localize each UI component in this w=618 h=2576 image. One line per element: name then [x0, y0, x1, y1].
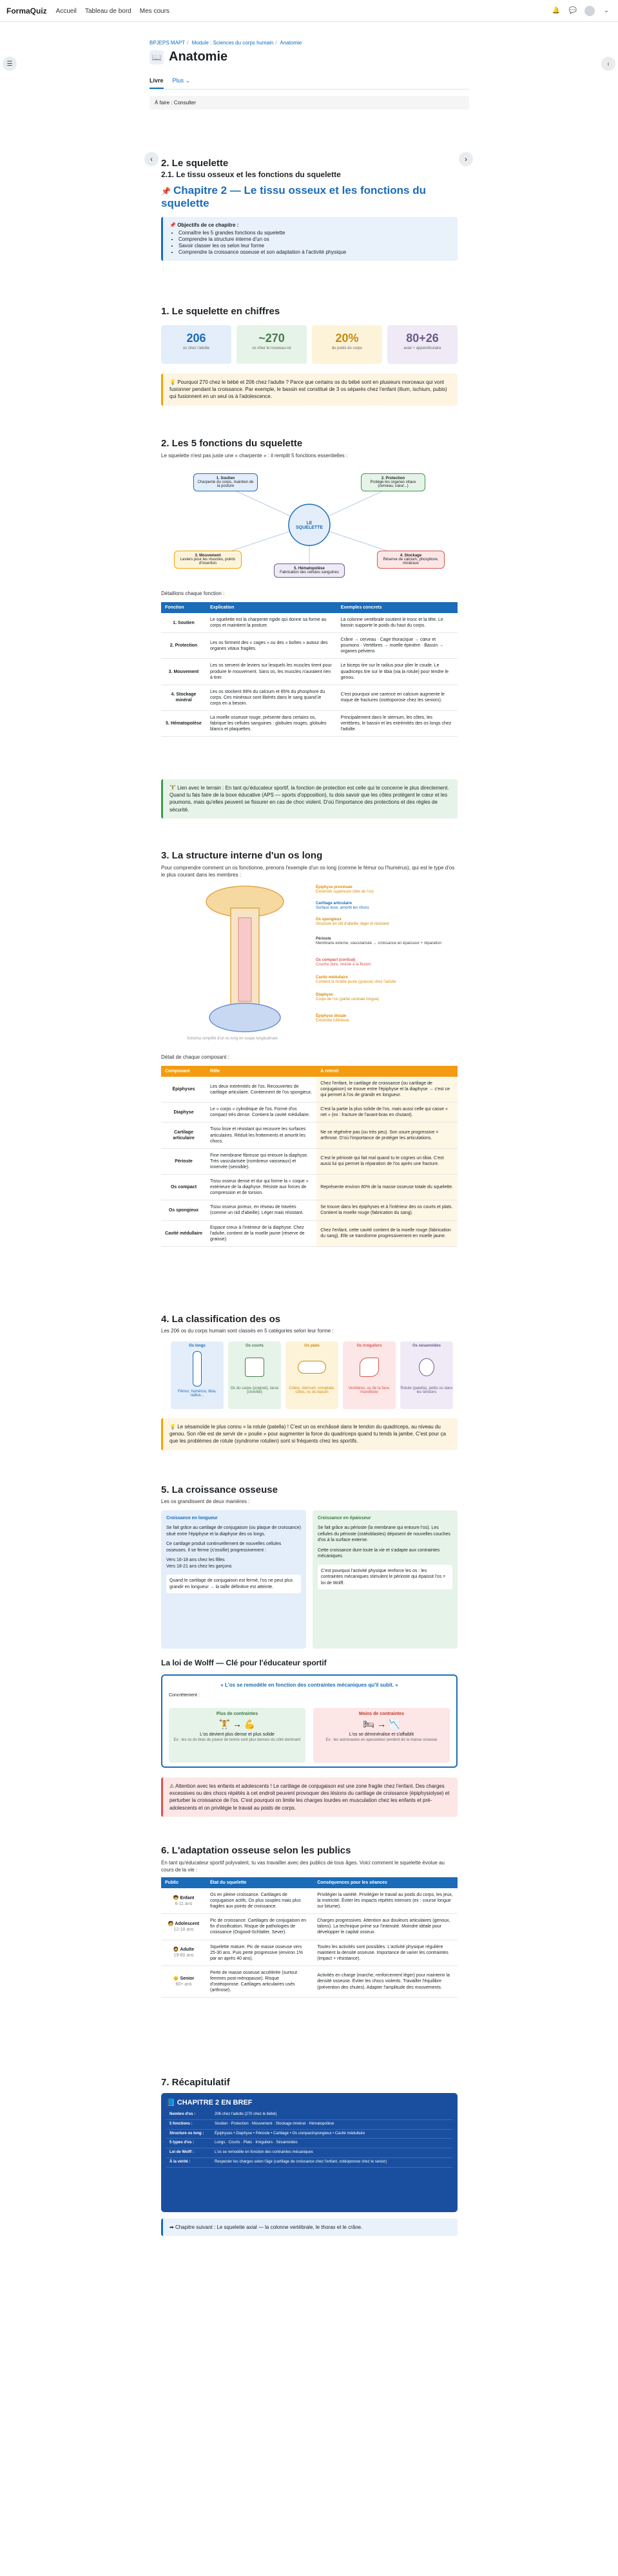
- table-row: 1. Soutien Le squelette est la charpente rigide qui donne sa forme au corps et maintient la posture. La colonne vertébrale soutient le tronc et la tête. Le bassin supporte le poids du haut du corps.: [161, 613, 458, 633]
- tab-book[interactable]: Livre: [150, 73, 164, 89]
- diagram-caption: Schéma simplifié d'un os long en coupe longitudinale: [187, 1037, 278, 1041]
- primary-nav: [56, 7, 176, 15]
- section-intro: Les os grandissent de deux manières :: [161, 1499, 250, 1504]
- stat-card: ~270 os chez le nouveau-né: [237, 325, 307, 364]
- completion-info: À faire : Consulter: [150, 96, 469, 109]
- list-item: • Savoir classer les os selon leur forme: [179, 243, 451, 249]
- wolff-law-box: [161, 1674, 458, 1768]
- legend-label: Épiphyse distale Extrémité inférieure: [316, 1014, 350, 1023]
- diagram-node-protection: 2. Protection Protège les organes vitaux (cerveau, cœur...): [361, 473, 425, 491]
- irregular-bone-icon: [360, 1358, 379, 1377]
- subsection-heading: 2.1. Le tissu osseux et les fonctions du squelette: [161, 170, 341, 179]
- book-icon: 📖: [150, 50, 164, 64]
- table-row: Os spongieux Tissu osseux poreux, en réseau de travées (comme un nid d'abeille). Léger mais résistant. Se trouve dans les épiphyses et à l'intérieur des os courts et plats. Contient la moelle rouge (fabrication du sang).: [161, 1200, 458, 1220]
- info-callout: 💡 Pourquoi 270 chez le bébé et 206 chez l'adulte ? Parce que certains os du bébé sont en plusieurs morceaux qui vont fusionner pendant la croissance. Par exemple, le bassin est constitué de 3 os séparés chez l'enfant (ilium, ischium, pubis) qui fusionnent en un seul os à l'adolescence.: [161, 374, 458, 406]
- width-growth-box: Croissance en épaisseur Se fait grâce au périoste (la membrane qui entoure l'os). Les cellules du périoste (ostéoblastes) déposent de nouvelles couches d'os à la surface externe. Cette croissance dure toute la vie et s'adapte aux contraintes mécaniques. C'est pourquoi l'activité physique renforce les os : les contraintes mécaniques stimulent le périoste qui épaissit l'os = loi de Wolff.: [313, 1510, 458, 1649]
- avatar[interactable]: [584, 6, 595, 16]
- section-heading: 2. Le squelette: [161, 158, 229, 169]
- legend-label: Os spongieux Structure en nid d'abeille, léger et résistant: [316, 918, 389, 927]
- block-drawer-toggle[interactable]: [601, 57, 615, 71]
- next-chapter-callout[interactable]: ➡ Chapitre suivant : Le squelette axial — la colonne vertébrale, le thorax et le crâne.: [161, 2219, 458, 2236]
- chevron-down-icon[interactable]: ⌄: [603, 7, 610, 14]
- warning-callout: ⚠ Attention avec les enfants et adolescents ! Le cartilage de conjugaison est une zone fragile chez l'enfant. Des charges excessives ou des chocs répétés à cet endroit peuvent provoquer des lésions du cartilage de croissance (épiphysiolyse) et perturber la croissance de l'os. C'est pourquoi on limite les charges lourdes en musculation chez les enfants et pré-adolescents et on privilégie le travail au poids de corps.: [161, 1777, 458, 1817]
- nav-courses[interactable]: Mes cours: [139, 7, 169, 15]
- bone-illustration: [180, 882, 309, 1037]
- list-item: Vers 16-18 ans chez les filles: [166, 1558, 225, 1563]
- flat-bone-icon: [298, 1361, 326, 1374]
- table-row: 👴 Senior 60+ ans Perte de masse osseuse accélérée (surtout femmes post-ménopause). Risque d'ostéoporose. Cartilages articulaires usés (arthrose). Activités en charge (marche, renforcement léger) pour maintenir la densité osseuse. Éviter les chocs violents. Travailler l'équilibre (prévention des chutes). Adapter l'amplitude des mouvements.: [161, 1965, 458, 1997]
- table-row: Loi de Wolff : L'os se remodèle en fonction des contraintes mécaniques: [166, 2148, 452, 2158]
- section-intro: En tant qu'éducateur sportif polyvalent, tu vas travailler avec des publics de tous âges. Voici comment le squelette évolue au cours de la vie :: [161, 1860, 445, 1873]
- chat-icon[interactable]: 💬: [568, 7, 577, 14]
- teen-icon: 🧑: [168, 1921, 174, 1926]
- objectives-box: [161, 217, 458, 261]
- section-intro: Le squelette n'est pas juste une « charpente » : il remplit 5 fonctions essentielles :: [161, 453, 348, 459]
- table-row: 2. Protection Les os forment des « cages » ou des « boîtes » autour des organes vitaux fragiles. Crâne → cerveau · Cage thoracique → cœur et poumons · Vertèbres → moelle épinière · Bassin → organes pelviens: [161, 633, 458, 659]
- diagram-node-hematopoiesis: 5. Hématopoïèse Fabrication des cellules sanguines: [274, 564, 345, 578]
- senior-icon: 👴: [173, 1976, 179, 1981]
- stat-card: 80+26 axial + appendiculaire: [387, 325, 458, 364]
- brand-logo[interactable]: FormaQuiz: [6, 6, 47, 15]
- table-row: 3. Mouvement Les os servent de leviers sur lesquels les muscles tirent pour produire le mouvement. Sans os, les muscles n'auraient rien à tirer. Le biceps tire sur le radius pour plier le coude. Le quadriceps tire sur le tibia (via la rotule) pour tendre le genou.: [161, 659, 458, 685]
- table-row: 🧑 Adolescent 12-18 ans Pic de croissance. Cartilages de conjugaison en fin d'ossification. Risque de pathologies de croissance (Osgood-Schlatter, Sever). Charges progressives. Attention aux douleurs articulaires (genoux, talons). La technique prime sur l'intensité. Moindre idéale pour développer le capital osseux.: [161, 1914, 458, 1940]
- components-table: Composant Rôle À retenir Épiphyses Les deux extrémités de l'os. Recouvertes de cartilage articulaire. Contiennent de l'os spongieux. Chez l'enfant, le cartilage de croissance (ou cartilage de conjugaison) se trouve entre l'épiphyse et la diaphyse → c'est ce qui permet à l'os de grandir en longueur. Diaphyse Le « corps » cylindrique de l'os. Formé d'os compact très dense. Contient la cavité médullaire. C'est la partie la plus solide de l'os, mais aussi celle qui casse « net » (ex : fracture de l'avant-bras en chutant). Cartilage articulaire Tissu lisse et résistant qui recouvre les surfaces articulaires. Réduit les frottements et amortit les chocs. Ne se régénère pas (ou très peu). Son usure progressive = arthrose. D'où l'importance de protéger les articulations. Périoste Fine membrane fibreuse qui entoure la diaphyse. Très vascularisée (nombreux vaisseaux) et innervée (sensible). C'est le périoste qui fait mal quand tu te cognes un tibia. C'est aussi lui qui permet la réparation de l'os après une fracture. Os compact Tissu osseux dense et dur qui forme la « coque » extérieure de la diaphyse. Résiste aux forces de compression et de torsion. Représente environ 80% de la masse osseuse totale du squelette. Os spongieux Tissu osseux poreux, en réseau de travées (comme un nid d'abeille). Léger mais résistant. Se trouve dans les épiphyses et à l'intérieur des os courts et plats. Contient la moelle rouge (fabrication du sang). Cavité médullaire Espace creux à l'intérieur de la diaphyse. Chez l'adulte, contient de la moelle jaune (réserve de graisse). Chez l'enfant, cette cavité contient de la moelle rouge (fabrication du sang). Elle se transforme progressivement en moelle jaune.: [161, 1066, 458, 1247]
- bone-type-card: Os longs Fémur, humérus, tibia, radius...: [171, 1341, 224, 1409]
- bulb-icon: 💡: [169, 1424, 178, 1430]
- table-row: 🧒 Enfant 6-11 ans Os en pleine croissance. Cartilages de conjugaison actifs. Os plus souples mais plus fragiles aux points de croissance. Privilégier la variété. Privilégier le travail au poids du corps, les jeux, la motricité. Éviter les impacts répétés intenses (ex : course longue sur bitume).: [161, 1888, 458, 1914]
- table-row: 5 fonctions : Soutien · Protection · Mouvement · Stockage minéral · Hématopoïèse: [166, 2119, 452, 2129]
- top-navbar: [0, 0, 618, 22]
- recap-title: 📘 CHAPITRE 2 EN BREF: [166, 2099, 253, 2107]
- less-stress-panel: Moins de contraintes 🛏 → 📉 L'os se déminéralise et s'affaiblit Ex : les astronautes en apesanteur perdent de la masse osseuse: [313, 1708, 450, 1763]
- long-bone-diagram: [161, 882, 458, 1043]
- sesamoid-bone-icon: [419, 1358, 434, 1376]
- nav-home[interactable]: Accueil: [55, 7, 77, 15]
- strength-icon: 🏋 → 💪: [218, 1719, 256, 1729]
- subsection-heading: La loi de Wolff — Clé pour l'éducateur sportif: [161, 1658, 327, 1667]
- functions-diagram: [161, 464, 458, 586]
- secondary-tabs: [150, 73, 469, 90]
- table-row: Périoste Fine membrane fibreuse qui entoure la diaphyse. Très vascularisée (nombreux vaisseaux) et innervée (sensible). C'est le périoste qui fait mal quand tu te cognes un tibia. C'est aussi lui qui permet la réparation de l'os après une fracture.: [161, 1148, 458, 1174]
- tab-more[interactable]: Plus ⌄: [172, 77, 191, 84]
- menu-icon: ☰: [6, 60, 13, 68]
- section-heading: 4. La classification des os: [161, 1314, 281, 1325]
- detail-intro: Détaillons chaque fonction :: [161, 591, 225, 596]
- section-heading: 6. L'adaptation osseuse selon les publics: [161, 1845, 351, 1856]
- section-heading: 1. Le squelette en chiffres: [161, 306, 280, 317]
- section-heading: 3. La structure interne d'un os long: [161, 850, 323, 861]
- legend-label: Périoste Membrane externe, vascularisée → croissance en épaisseur + réparation: [316, 937, 441, 946]
- legend-label: Diaphyse Corps de l'os (partie centrale longue): [316, 993, 380, 1002]
- stat-cards: [161, 325, 458, 364]
- list-item: • Connaître les 5 grandes fonctions du squelette: [179, 230, 451, 236]
- section-heading: 5. La croissance osseuse: [161, 1484, 278, 1495]
- list-item: • Comprendre la croissance osseuse et son adaptation à l'activité physique: [179, 249, 451, 255]
- length-growth-box: Croissance en longueur Se fait grâce au cartilage de conjugaison (ou plaque de croissance) situé entre l'épiphyse et la diaphyse des os longs. Ce cartilage produit continuellement de nouvelles cellules osseuses. Il se ferme (s'ossifie) progressivement : Vers 16-18 ans chez les filles Vers 18-21 ans chez les garçons Quand le cartilage de conjugaison est fermé, l'os ne peut plus grandir en longueur → la taille définitive est atteinte.: [161, 1510, 306, 1649]
- stat-card: 206 os chez l'adulte: [161, 325, 231, 364]
- book-icon: 📘: [166, 2099, 177, 2107]
- diagram-node-movement: 3. Mouvement Leviers pour les muscles, points d'insertion: [174, 551, 242, 569]
- arrow-right-icon: ›: [465, 155, 467, 164]
- short-bone-icon: [245, 1358, 264, 1377]
- long-bone-icon: [193, 1351, 202, 1387]
- more-stress-panel: Plus de contraintes 🏋 → 💪 L'os devient plus dense et plus solide Ex : les os du bras du joueur de tennis sont plus denses du côté dominant: [169, 1708, 305, 1763]
- breadcrumb: BPJEPS MAPT / Module : Sciences du corps humain / Anatomie: [150, 40, 302, 46]
- pin-icon: 📌: [161, 187, 171, 196]
- chapter-content: [161, 158, 458, 2566]
- chapter-title: 📌 Chapitre 2 — Le tissu osseux et les fonctions du squelette: [161, 184, 426, 209]
- bone-type-card: Os plats Crâne, sternum, omoplate, côtes, os du bassin: [285, 1341, 338, 1409]
- legend-label: Cavité médullaire Contient la moelle jaune (graisse) chez l'adulte: [316, 976, 396, 985]
- rest-icon: 🛏 → 📉: [363, 1719, 400, 1729]
- table-row: 🧔 Adulte 19-60 ans Squelette mature. Pic de masse osseuse vers 25-30 ans. Puis perte progressive (environ 1% par an après 40 ans). Toutes les activités sont possibles. L'activité physique régulière maintient la densité osseuse. Importance de varier les contraintes (impact + résistance).: [161, 1940, 458, 1965]
- table-row: Cartilage articulaire Tissu lisse et résistant qui recouvre les surfaces articulaires. Réduit les frottements et amortit les chocs. Ne se régénère pas (ou très peu). Son usure progressive = arthrose. D'où l'importance de protéger les articulations.: [161, 1122, 458, 1148]
- bone-type-card: Os courts Os du carpe (poignet), tarse (cheville): [228, 1341, 281, 1409]
- course-index-toggle[interactable]: [3, 57, 17, 71]
- prev-chapter-button[interactable]: [144, 152, 159, 166]
- recap-box: [161, 2093, 458, 2212]
- detail-intro: Détail de chaque composant :: [161, 1054, 229, 1060]
- table-row: Cavité médullaire Espace creux à l'intérieur de la diaphyse. Chez l'adulte, contient de la moelle jaune (réserve de graisse). Chez l'enfant, cette cavité contient de la moelle rouge (fabrication du sang). Elle se transforme progressivement en moelle jaune.: [161, 1220, 458, 1246]
- chevron-left-icon: ‹: [607, 60, 610, 68]
- breadcrumb-item[interactable]: BPJEPS MAPT: [150, 40, 186, 46]
- wolff-quote: « L'os se remodèle en fonction des contraintes mécaniques qu'il subit. »: [220, 1682, 398, 1688]
- section-intro: Pour comprendre comment un os fonctionne, prenons l'exemple d'un os long (comme le fémur ou l'humérus), qui est le type d'os le plus courant dans les membres :: [161, 865, 455, 878]
- section-intro: Les 206 os du corps humain sont classés en 5 catégories selon leur forme :: [161, 1328, 334, 1334]
- diagram-node-support: 1. Soutien Charpente du corps, maintien de la posture: [193, 473, 258, 491]
- nav-dashboard[interactable]: Tableau de bord: [84, 7, 131, 15]
- page-title: Anatomie: [169, 50, 228, 64]
- legend-label: Cartilage articulaire Surface lisse, amortit les chocs: [316, 902, 369, 911]
- bone-type-card: Os sésamoïdes Rotule (patella), petits os dans les tendons: [400, 1341, 453, 1409]
- bone-type-card: Os irréguliers Vertèbres, os de la face, mandibule: [343, 1341, 396, 1409]
- table-row: Os compact Tissu osseux dense et dur qui forme la « coque » extérieure de la diaphyse. Résiste aux forces de compression et de torsion. Représente environ 80% de la masse osseuse totale du squelette.: [161, 1175, 458, 1200]
- child-icon: 🧒: [173, 1895, 179, 1900]
- section-heading: 2. Les 5 fonctions du squelette: [161, 438, 303, 449]
- list-item: • Comprendre la structure interne d'un os: [179, 236, 451, 242]
- dumbbell-icon: 🏋: [169, 785, 178, 791]
- table-row: Nombre d'os : 206 chez l'adulte (270 chez le bébé): [166, 2110, 452, 2119]
- diagram-center-label: LE SQUELETTE: [296, 521, 323, 530]
- objectives-title: 📌 Objectifs de ce chapitre :: [169, 222, 239, 229]
- table-row: 5. Hématopoïèse La moelle osseuse rouge, présente dans certains os, fabrique les cellules sanguines : globules rouges, globules blancs et plaquettes. Principalement dans le sternum, les côtes, les vertèbres, le bassin et les extrémités des os longs chez l'adulte.: [161, 711, 458, 737]
- publics-table: Public État du squelette Conséquences pour les séances 🧒 Enfant 6-11 ans Os en pleine croissance. Cartilages de conjugaison actifs. Os plus souples mais plus fragiles aux points de croissance. Privilégier la variété. Privilégier le travail au poids du corps, les jeux, la motricité. Éviter les impacts répétés intenses (ex : course longue sur bitume). 🧑 Adolescent 12-18 ans Pic de croissance. Cartilages de conjugaison en fin d'ossification. Risque de pathologies de croissance (Osgood-Schlatter, Sever). Charges progressives. Attention aux douleurs articulaires (genoux, talons). La technique prime sur l'intensité. Moindre idéale pour développer le capital osseux. 🧔 Adulte 19-60 ans Squelette mature. Pic de masse osseuse vers 25-30 ans. Puis perte progressive (environ 1% par an après 40 ans). Toutes les activités sont possibles. L'activité physique régulière maintient la densité osseuse. Importance de varier les contraintes (impact + résistance). 👴 Senior 60+ ans Perte de masse osseuse accélérée (surtout femmes post-ménopause). Risque d'ostéoporose. Cartilages articulaires usés (arthrose). Activités en charge (marche, renforcement léger) pour maintenir la densité osseuse. Éviter les chocs violents. Travailler l'équilibre (prévention des chutes). Adapter l'amplitude des mouvements.: [161, 1877, 458, 1998]
- legend-label: Os compact (cortical) Couche dure, résiste à la flexion: [316, 958, 371, 967]
- bulb-icon: 💡: [169, 379, 178, 385]
- table-row: Structure os long : Épiphyses • Diaphyse • Périoste • Cartilage • Os compact/spongieux • Cavité médullaire: [166, 2129, 452, 2139]
- field-callout: 🏋 Lien avec le terrain : En tant qu'éducateur sportif, la fonction de protection est celle qui te concerne le plus directement. Quand tu fais faire de la boxe éducative (APS — sports d'opposition), tu dois savoir que les côtes protègent le cœur et les poumons, mais qu'elles peuvent se fissurer en cas de choc violent. D'où l'importance des protections et des règles de sécurité.: [161, 779, 458, 819]
- table-row: 5 types d'os : Longs · Courts · Plats · Irréguliers · Sésamoïdes: [166, 2139, 452, 2148]
- list-item: Vers 18-21 ans chez les garçons: [166, 1564, 232, 1569]
- bell-icon[interactable]: 🔔: [552, 7, 561, 14]
- next-chapter-button[interactable]: [459, 152, 473, 166]
- table-row: 4. Stockage minéral Les os stockent 99% du calcium et 85% du phosphore du corps. Ces minéraux sont libérés dans le sang quand le corps en a besoin. C'est pourquoi une carence en calcium augmente le risque de fractures (ostéoporose chez les seniors).: [161, 685, 458, 710]
- stat-card: 20% du poids du corps: [312, 325, 382, 364]
- table-row: À la vérité : Respecter les charges selon l'âge (cartilage de croissance chez l'enfant, ostéoporose chez le senior): [166, 2157, 452, 2167]
- functions-table: Fonction Explication Exemples concrets 1. Soutien Le squelette est la charpente rigide qui donne sa forme au corps et maintient la posture. La colonne vertébrale soutient le tronc et la tête. Le bassin supporte le poids du haut du corps. 2. Protection Les os forment des « cages » ou des « boîtes » autour des organes vitaux fragiles. Crâne → cerveau · Cage thoracique → cœur et poumons · Vertèbres → moelle épinière · Bassin → organes pelviens 3. Mouvement Les os servent de leviers sur lesquels les muscles tirent pour produire le mouvement. Sans os, les muscles n'auraient rien à tirer. Le biceps tire sur le radius pour plier le coude. Le quadriceps tire sur le tibia (via la rotule) pour tendre le genou. 4. Stockage minéral Les os stockent 99% du calcium et 85% du phosphore du corps. Ces minéraux sont libérés dans le sang quand le corps en a besoin. C'est pourquoi une carence en calcium augmente le risque de fractures (ostéoporose chez les seniors). 5. Hématopoïèse La moelle osseuse rouge, présente dans certains os, fabrique les cellules sanguines : globules rouges, globules blancs et plaquettes. Principalement dans le sternum, les côtes, les vertèbres, le bassin et les extrémités des os longs chez l'adulte.: [161, 602, 458, 737]
- table-row: Épiphyses Les deux extrémités de l'os. Recouvertes de cartilage articulaire. Contiennent de l'os spongieux. Chez l'enfant, le cartilage de croissance (ou cartilage de conjugaison) se trouve entre l'épiphyse et la diaphyse → c'est ce qui permet à l'os de grandir en longueur.: [161, 1077, 458, 1103]
- section-heading: 7. Récapitulatif: [161, 2077, 230, 2088]
- wolff-concretely: Concrètement :: [169, 1693, 200, 1698]
- breadcrumb-item[interactable]: Anatomie: [280, 40, 302, 46]
- breadcrumb-item[interactable]: Module : Sciences du corps humain: [191, 40, 274, 46]
- legend-label: Épiphyse proximale Extrémité supérieure (tête de l'os): [316, 886, 374, 895]
- info-callout: 💡 Le sésamoïde le plus connu = la rotule (patella) ! C'est un os enchâssé dans le tendon du quadriceps, au niveau du genou. Son rôle est de servir de « poulie » pour augmenter la force du quadriceps quand tu tends la jambe. C'est pour ça que les problèmes de rotule (syndrome rotulien) sont si fréquents chez les sportifs.: [161, 1418, 458, 1450]
- adult-icon: 🧔: [173, 1947, 179, 1953]
- diagram-node-storage: 4. Stockage Réserve de calcium, phosphore, minéraux: [377, 551, 445, 569]
- arrow-right-icon: ➡: [169, 2224, 175, 2230]
- arrow-left-icon: ‹: [150, 155, 153, 164]
- warning-icon: ⚠: [169, 1783, 175, 1789]
- table-row: Diaphyse Le « corps » cylindrique de l'os. Formé d'os compact très dense. Contient la cavité médullaire. C'est la partie la plus solide de l'os, mais aussi celle qui casse « net » (ex : fracture de l'avant-bras en chutant).: [161, 1103, 458, 1122]
